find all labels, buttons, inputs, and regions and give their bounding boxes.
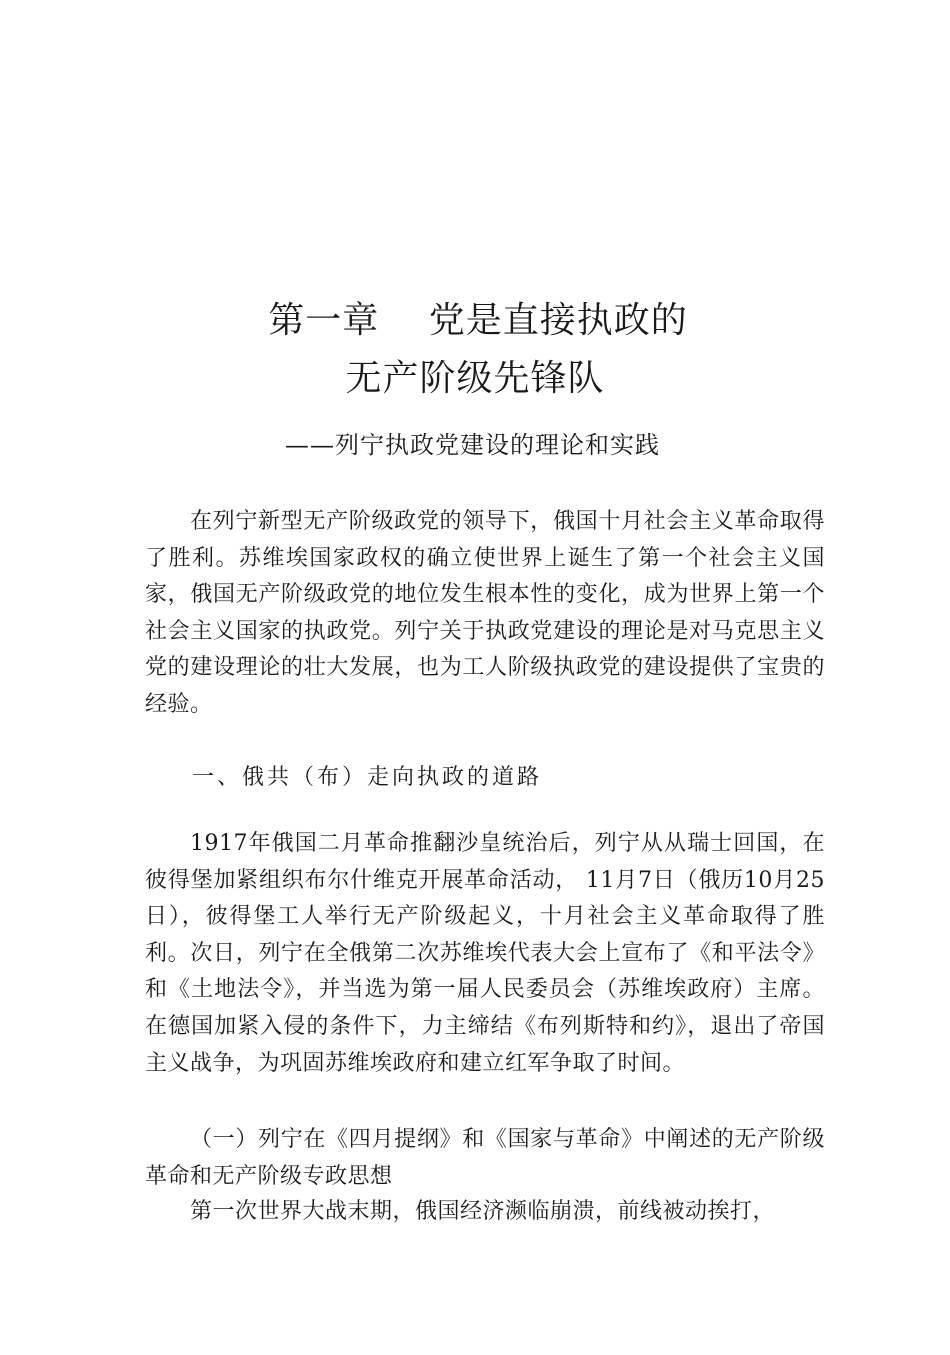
section-paragraph: 1917年俄国二月革命推翻沙皇统治后，列宁从从瑞士回国，在彼得堡加紧组织布尔什维克开展革命活动， 11月7日（俄历10月25日），彼得堡工人举行无产阶级起义，十月社会主义革命取得了胜利。次日，列宁在全俄第二次苏维埃代表大会上宣布了《和平法令》和《土地法令》，并当选为第一届人民委员会（苏维埃政府）主席。在德国加紧入侵的条件下，力主缔结《布列斯特和约》，退出了帝国主义战争，为巩固苏维埃政府和建立红军争取了时间。 (145, 831, 825, 1076)
chapter-subtitle: ——列宁执政党建设的理论和实践 (285, 431, 660, 459)
intro-paragraph: 在列宁新型无产阶级政党的领导下，俄国十月社会主义革命取得了胜利。苏维埃国家政权的确立使世界上诞生了第一个社会主义国家，俄国无产阶级政党的地位发生根本性的变化，成为世界上第一个社会主义国家的执政党。列宁关于执政党建设的理论是对马克思主义党的建设理论的壮大发展，也为工人阶级执政党的建设提供了宝贵的经验。 (145, 509, 825, 717)
subsection-heading: （一）列宁在《四月提纲》和《国家与革命》中阐述的无产阶级革命和无产阶级专政思想 (145, 1127, 825, 1189)
section-heading: 一、俄共（布）走向执政的道路 (192, 765, 543, 790)
chapter-title-line-1: 第一章 党是直接执政的 (268, 300, 688, 341)
subsection-paragraph: 第一次世界大战末期，俄国经济濒临崩溃，前线被动挨打， (190, 1199, 776, 1224)
chapter-title-line-2: 无产阶级先锋队 (345, 358, 605, 399)
